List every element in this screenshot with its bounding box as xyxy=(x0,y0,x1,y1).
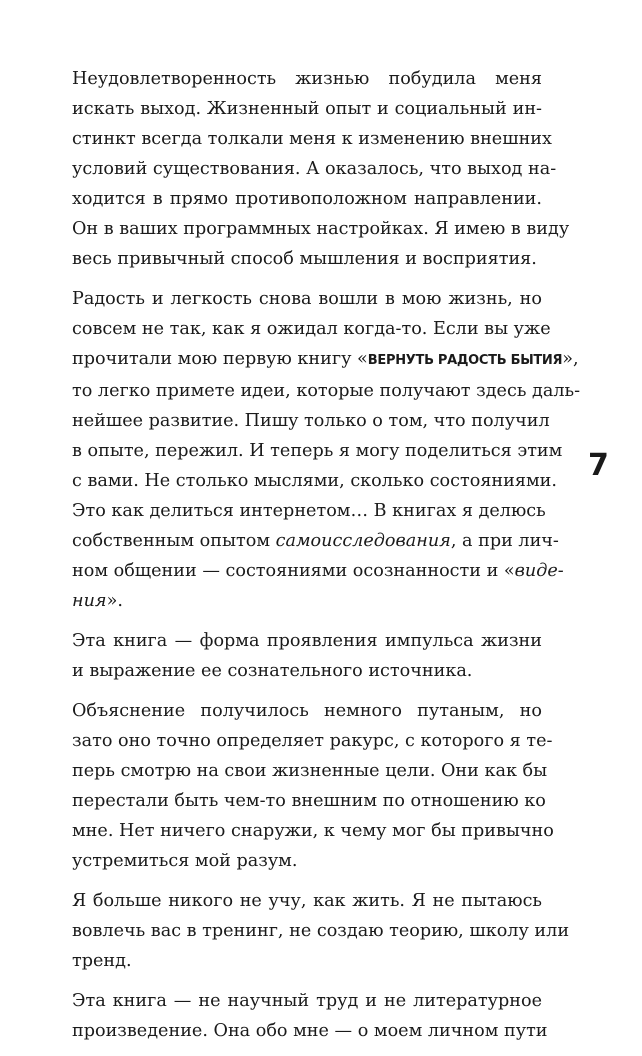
paragraph-6 xyxy=(72,986,548,1046)
text-fragment: , а при лич- xyxy=(450,531,559,551)
text-line: то легко примете идеи, которые получают здесь даль- xyxy=(72,381,581,401)
paragraph-5 xyxy=(72,886,570,976)
text-line xyxy=(72,586,542,616)
text-fragment: », xyxy=(562,349,579,369)
text-line: Я больше никого не учу, как жить. Я не пытаюсь xyxy=(72,891,542,911)
text-line: мне. Нет ничего снаружи, к чему мог бы привычно xyxy=(72,821,554,841)
text-line: и выражение ее сознательного источника. xyxy=(72,661,473,681)
text-line: Радость и легкость снова вошли в мою жизнь, но xyxy=(72,289,542,309)
paragraph-2 xyxy=(72,284,581,616)
text-line: Эта книга — форма проявления импульса жизни xyxy=(72,631,542,651)
text-line: тренд. xyxy=(72,951,132,971)
text-line: совсем не так, как я ожидал когда-то. Если вы уже xyxy=(72,319,551,339)
paragraph-4 xyxy=(72,696,554,876)
text-line xyxy=(72,526,559,556)
text-line: перестали быть чем-то внешним по отношению ко xyxy=(72,791,546,811)
text-line: вовлечь вас в тренинг, не создаю теорию, школу или xyxy=(72,921,570,941)
emphasis: виде- xyxy=(514,561,564,581)
text-fragment: ном общении — состояниями осознанности и « xyxy=(72,561,515,581)
text-line: Он в ваших программных настройках. Я имею в виду xyxy=(72,219,570,239)
text-line xyxy=(72,556,564,586)
text-line: стинкт всегда толкали меня к изменению внешних xyxy=(72,129,552,149)
text-line: ходится в прямо противоположном направлении. xyxy=(72,189,542,209)
text-line: нейшее развитие. Пишу только о том, что получил xyxy=(72,411,550,431)
text-fragment: ». xyxy=(106,591,123,611)
text-line: искать выход. Жизненный опыт и социальный ин- xyxy=(72,99,542,119)
text-line: условий существования. А оказалось, что выход на- xyxy=(72,159,557,179)
text-line: перь смотрю на свои жизненные цели. Они как бы xyxy=(72,761,548,781)
text-line: устремиться мой разум. xyxy=(72,851,298,871)
text-line: Объяснение получилось немного путаным, но xyxy=(72,701,542,721)
text-line xyxy=(72,344,579,376)
book-title: ВЕРНУТЬ РАДОСТЬ БЫТИЯ xyxy=(367,353,563,368)
emphasis: самоисследования xyxy=(275,531,451,551)
text-line: Неудовлетворенность жизнью побудила меня xyxy=(72,69,542,89)
text-line: в опыте, пережил. И теперь я могу поделиться этим xyxy=(72,441,563,461)
body-text xyxy=(72,64,581,1056)
text-line: произведение. Она обо мне — о моем личном пути xyxy=(72,1021,548,1041)
text-line: с вами. Не столько мыслями, сколько состояниями. xyxy=(72,471,557,491)
text-fragment: прочитали мою первую книгу « xyxy=(72,349,368,369)
paragraph-3 xyxy=(72,626,542,686)
text-fragment: собственным опытом xyxy=(72,531,276,551)
text-line: Это как делиться интернетом… В книгах я делюсь xyxy=(72,501,546,521)
text-line: весь привычный способ мышления и восприятия. xyxy=(72,249,537,269)
emphasis: ния xyxy=(72,591,107,611)
page-number: 7 xyxy=(588,448,609,483)
text-line: Эта книга — не научный труд и не литературное xyxy=(72,991,542,1011)
paragraph-1 xyxy=(72,64,570,274)
text-line: зато оно точно определяет ракурс, с которого я те- xyxy=(72,731,553,751)
